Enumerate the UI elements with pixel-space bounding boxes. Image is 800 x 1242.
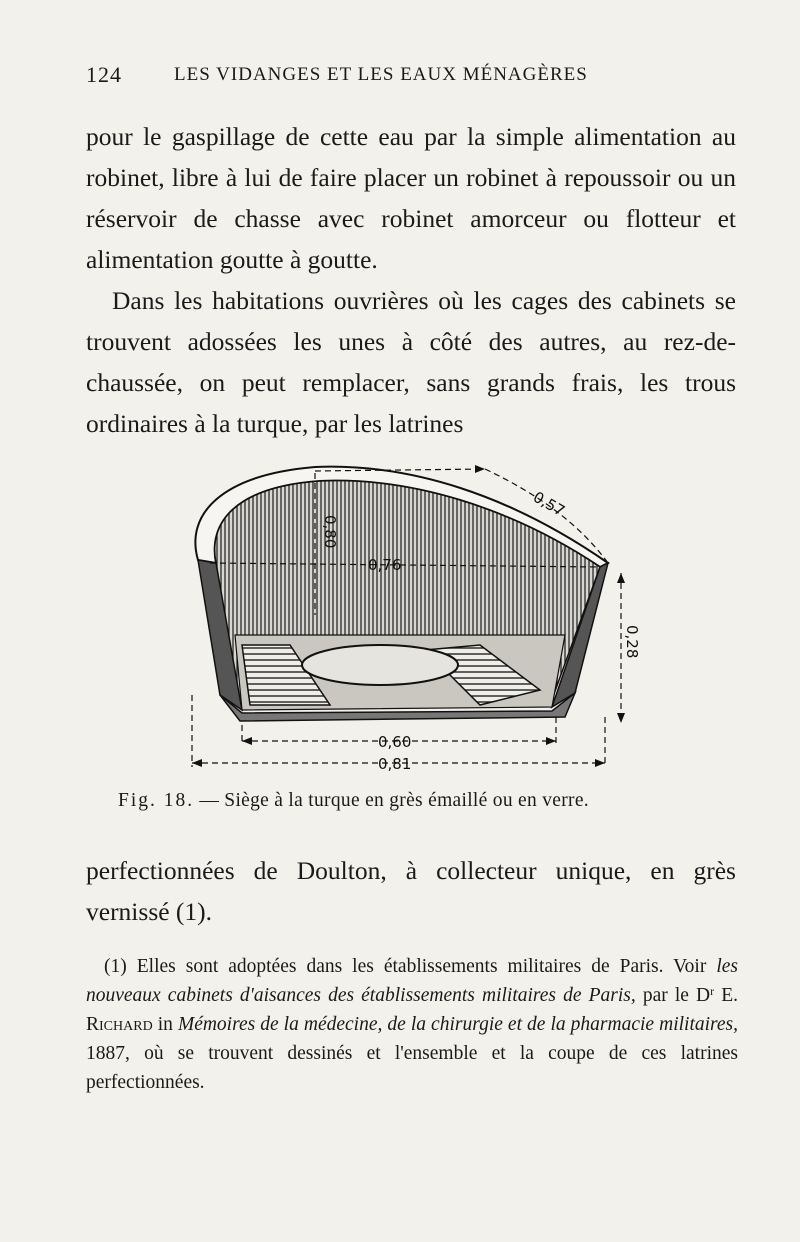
footnote-paragraph [86, 952, 738, 1097]
footnote-author: E. Richard [86, 985, 739, 1035]
footnote-title-2: Mémoires de la médecine, de la chirurgie et de la pharmacie militaires, [177, 1014, 739, 1035]
text-block-top [86, 116, 736, 444]
footnote-marker: (1) [104, 956, 127, 977]
footnote [86, 952, 738, 1097]
footnote-text-4: 1887, où se trouvent dessinés et l'ensemble et la coupe de ces latrines perfectionnées. [86, 1043, 738, 1093]
paragraph-1: pour le gaspillage de cette eau par la simple alimentation au robinet, libre à lui de faire placer un robinet à repoussoir ou un réservoir de chasse avec robinet amorceur ou flotteur et alimentation goutte à goutte. [86, 122, 736, 274]
dim-diagonal: 0,57 [530, 487, 568, 521]
footnote-text-3: in [157, 1014, 173, 1035]
footnote-text-2: par le D [642, 985, 711, 1006]
footnote-text-1: Elles sont adoptées dans les établissements militaires de Paris. Voir [136, 956, 707, 977]
dim-outer-width: 0,81 [378, 755, 412, 773]
dim-depth: 0,76 [368, 556, 402, 574]
figure-caption [118, 790, 718, 812]
dim-inner-width: 0,60 [378, 733, 412, 751]
running-title: LES VIDANGES ET LES EAUX MÉNAGÈRES [174, 64, 588, 85]
footnote-superscript: r [710, 984, 715, 998]
toilet-seat-illustration [180, 455, 641, 780]
running-header [86, 62, 736, 92]
figure-label: Fig. 18. [118, 790, 195, 811]
figure-caption-text: — Siège à la turque en grès émaillé ou en verre. [199, 790, 589, 811]
footnote-title-1: les nouveaux cabinets d'aisances des établissements militaires de Paris, [86, 956, 739, 1006]
text-block-bottom [86, 850, 736, 932]
dim-height-front: 0,28 [623, 625, 641, 659]
paragraph-2: Dans les habitations ouvrières où les cages des cabinets se trouvent adossées les unes à côté des autres, au rez-de-chaussée, on peut remplacer, sans grands frais, les trous ordinaires à la turque, par les latrines [86, 286, 736, 438]
page-number: 124 [86, 62, 122, 87]
drain-hole [302, 645, 458, 685]
paragraph-3: perfectionnées de Doulton, à collecteur unique, en grès vernissé (1). [86, 856, 736, 926]
dim-height-back: 0,80 [321, 515, 339, 549]
